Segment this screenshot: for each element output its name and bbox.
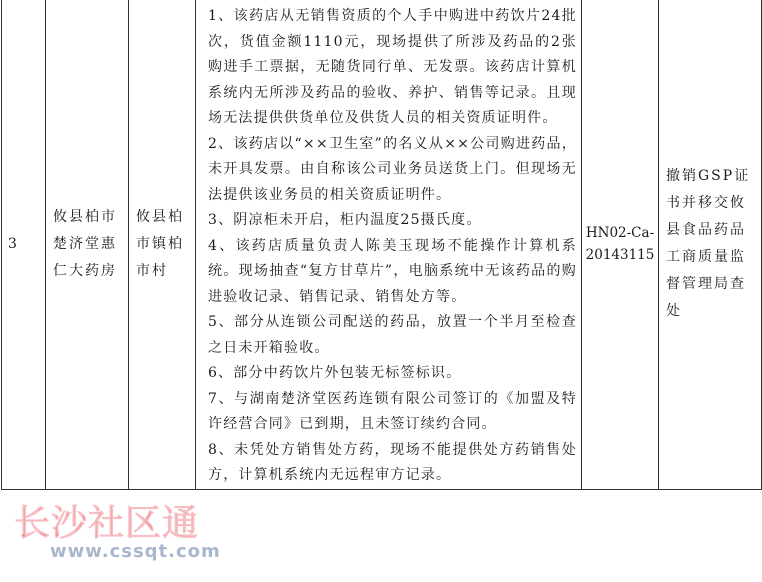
address: 攸县柏市镇柏市村 xyxy=(136,208,184,279)
address-cell xyxy=(129,0,196,489)
certificate-code: HN02-Ca-20143115 xyxy=(585,225,655,264)
table-row xyxy=(2,0,762,489)
fact-item: 5、部分从连锁公司配送的药品，放置一个半月至检查之日未开箱验收。 xyxy=(208,314,577,356)
fact-item: 8、未凭处方销售处方药，现场不能提供处方药销售处方，计算机系统内无远程审方记录。 xyxy=(208,441,577,483)
company-name: 攸县柏市楚济堂惠仁大药房 xyxy=(53,208,117,279)
fact-item: 4、该药店质量负责人陈美玉现场不能操作计算机系统。现场抽查“复方甘草片”，电脑系统中无该药品的购进验收记录、销售记录、销售处方等。 xyxy=(208,237,577,305)
action-taken: 撤销GSP证书并移交攸县食品药品工商质量监督管理局查处 xyxy=(666,168,751,320)
certificate-code-cell xyxy=(582,0,659,489)
fact-item: 6、部分中药饮片外包装无标签标识。 xyxy=(208,365,462,381)
company-name-cell xyxy=(46,0,129,489)
fact-item: 3、阴凉柜未开启，柜内温度25摄氏度。 xyxy=(208,212,482,228)
row-number: 3 xyxy=(8,236,17,253)
action-cell xyxy=(659,0,762,489)
fact-item: 2、该药店以“××卫生室”的名义从××公司购进药品，未开具发票。由自称该公司业务员送货上门。但现场无法提供该业务员的相关资质证明件。 xyxy=(208,135,577,203)
fact-item: 1、该药店从无销售资质的个人手中购进中药饮片24批次，货值金额1110元，现场提供了所涉及药品的2张购进手工票据，无随货同行单、无发票。该药店计算机系统内无所涉及药品的验收、养护、销售等记录。且现场无法提供供货单位及供货人员的相关资质证明件。 xyxy=(208,8,577,126)
watermark-title: 长沙社区通 xyxy=(14,503,200,544)
violation-facts-cell xyxy=(196,0,582,489)
site-watermark xyxy=(14,505,221,562)
penalty-table xyxy=(1,0,762,490)
fact-item: 7、与湖南楚济堂医药连锁有限公司签订的《加盟及特许经营合同》已到期，且未签订续约合同。 xyxy=(208,390,577,432)
row-number-cell xyxy=(2,0,46,489)
watermark-url: www.cssqt.com xyxy=(50,541,221,562)
violation-facts xyxy=(196,0,581,489)
